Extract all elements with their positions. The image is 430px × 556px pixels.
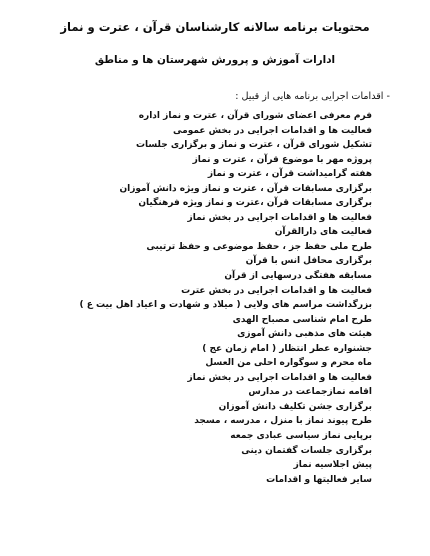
list-item: فعالیت ها و اقدامات اجرایی در بخش عترت [181, 285, 372, 296]
list-item: برگزاری محافل انس با قرآن [245, 256, 372, 267]
list-item: بزرگداشت مراسم های ولایی ( میلاد و شهادت و اعیاد اهل بیت ع ) [79, 300, 372, 311]
document-title: محتویات برنامه سالانه کارشناسان قرآن ، عترت و نماز [60, 20, 370, 34]
list-item: طرح پیوند نماز با منزل ، مدرسه ، مسجد [194, 416, 372, 427]
list-item: فعالیت ها و اقدامات اجرایی در بخش عمومی [173, 125, 372, 136]
list-item: هفته گرامیداشت قرآن ، عترت و نماز [207, 169, 372, 180]
list-item: فعالیت های دارالقرآن [274, 227, 372, 238]
list-item: فعالیت ها و اقدامات اجرایی در بخش نماز [187, 372, 372, 383]
list-item: برگزاری جشن تکلیف دانش آموزان [218, 401, 372, 412]
list-item: جشنواره عطر انتظار ( امام زمان عج ) [202, 343, 372, 354]
list-item: برپایی نماز سیاسی عبادی جمعه [230, 431, 372, 442]
document-subtitle: ادارات آموزش و پرورش شهرستان ها و مناطق [94, 54, 336, 66]
list-item: برگزاری جلسات گفتمان دینی [241, 445, 372, 456]
list-item: ماه محرم و سوگواره احلی من العسل [205, 358, 372, 369]
intro-line: - اقدامات اجرایی برنامه هایی از قبیل : [235, 91, 390, 102]
list-item: پروژه مهر با موضوع قرآن ، عترت و نماز [192, 154, 372, 165]
list-item: طرح ملی حفظ جز ، حفظ موضوعی و حفظ ترتیبی [146, 241, 372, 252]
list-item: طرح امام شناسی مصباح الهدی [232, 314, 372, 325]
list-item: سایر فعالیتها و اقدامات [266, 474, 372, 485]
list-item: برگزاری مسابقات قرآن ،عترت و نماز ویژه فرهنگیان [138, 198, 372, 209]
list-item: برگزاری مسابقات قرآن ، عترت و نماز ویژه دانش آموزان [119, 183, 372, 194]
list-item: پیش اجلاسیه نماز [293, 460, 372, 471]
activity-list [79, 109, 372, 487]
list-item: فرم معرفی اعضای شورای قرآن ، عترت و نماز اداره [138, 111, 372, 121]
list-item: هیئت های مذهبی دانش آموزی [237, 329, 372, 340]
list-item: فعالیت ها و اقدامات اجرایی در بخش نماز [187, 212, 372, 223]
list-item: مسابقه هفتگی درسهایی از قرآن [224, 271, 372, 282]
list-item: تشکیل شورای قرآن ، عترت و نماز و برگزاری جلسات [135, 140, 372, 151]
list-item: اقامه نمازجماعت در مدارس [248, 387, 372, 398]
